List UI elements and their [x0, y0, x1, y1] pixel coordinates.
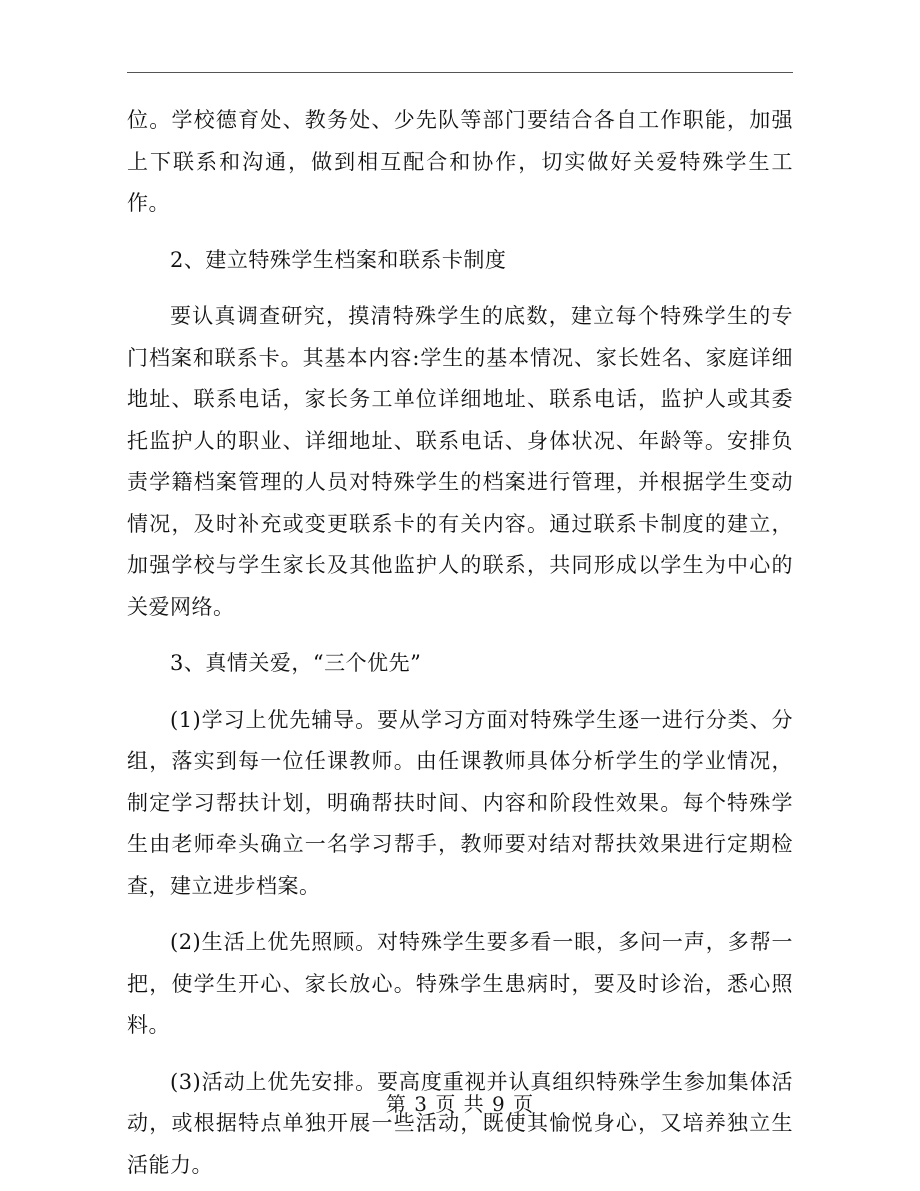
- paragraph-archive-system: 要认真调查研究，摸清特殊学生的底数，建立每个特殊学生的专门档案和联系卡。其基本内容:学生的基本情况、家长姓名、家庭详细地址、联系电话，家长务工单位详细地址、联系电话，监护人或其委托监护人的职业、详细地址、联系电话、身体状况、年龄等。安排负责学籍档案管理的人员对特殊学生的档案进行管理，并根据学生变动情况，及时补充或变更联系卡的有关内容。通过联系卡制度的建立，加强学校与学生家长及其他监护人的联系，共同形成以学生为中心的关爱网络。: [127, 304, 793, 619]
- header-divider: [127, 72, 793, 73]
- paragraph-study-priority: (1)学习上优先辅导。要从学习方面对特殊学生逐一进行分类、分组，落实到每一位任课教师。由任课教师具体分析学生的学业情况，制定学习帮扶计划，明确帮扶时间、内容和阶段性效果。每个特殊学生由老师牵头确立一名学习帮手，教师要对结对帮扶效果进行定期检查，建立进步档案。: [127, 707, 793, 898]
- section-heading-2: 2、建立特殊学生档案和联系卡制度: [170, 247, 507, 272]
- paragraph-life-priority: (2)生活上优先照顾。对特殊学生要多看一眼，多问一声，多帮一把，使学生开心、家长放心。特殊学生患病时，要及时诊治，悉心照料。: [127, 930, 793, 1037]
- paragraph-continuation: 位。学校德育处、教务处、少先队等部门要结合各自工作职能，加强上下联系和沟通，做到相互配合和协作，切实做好关爱特殊学生工作。: [127, 108, 793, 215]
- page-number: 第 3 页 共 9 页: [385, 1092, 535, 1116]
- document-body: [127, 100, 793, 1186]
- paragraph-activity-priority: (3)活动上优先安排。要高度重视并认真组织特殊学生参加集体活动，或根据特点单独开展一些活动，既使其愉悦身心，又培养独立生活能力。: [127, 1069, 793, 1177]
- section-heading-3: 3、真情关爱，“三个优先”: [170, 651, 422, 675]
